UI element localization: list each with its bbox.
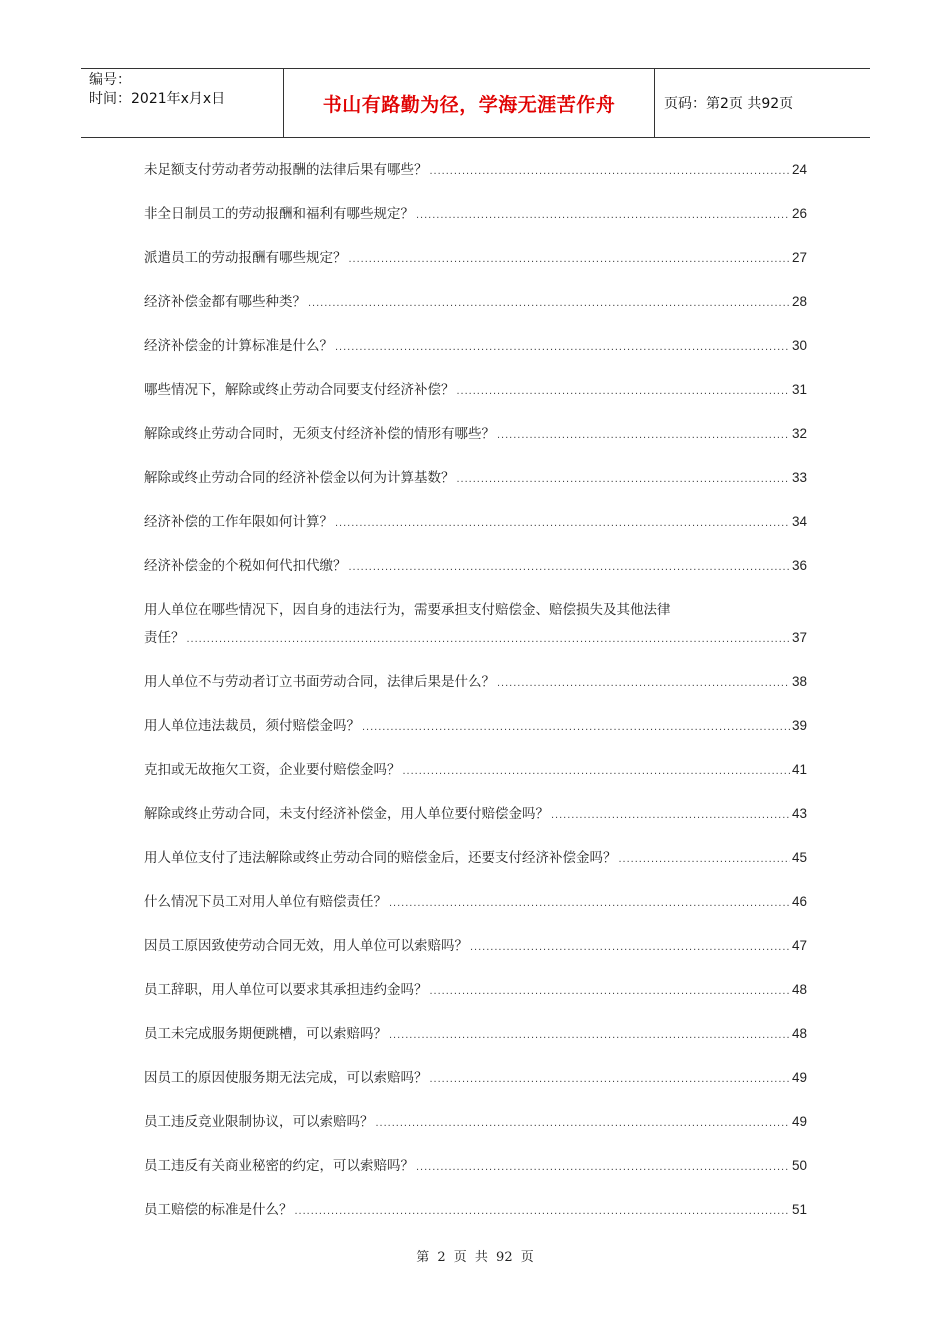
header-motto-cell <box>283 69 655 137</box>
toc-entry[interactable] <box>144 1021 807 1065</box>
dot-leader <box>389 1022 790 1048</box>
dot-leader <box>335 334 790 360</box>
toc-entry-page: 49 <box>791 1114 807 1129</box>
toc-entry[interactable] <box>144 553 807 597</box>
dot-leader <box>457 466 790 492</box>
toc-entry-page: 24 <box>791 162 807 177</box>
toc-entry-line2 <box>144 625 807 652</box>
toc-entry[interactable] <box>144 801 807 845</box>
toc-entry-page: 27 <box>791 250 807 265</box>
dot-leader <box>335 510 790 536</box>
dot-leader <box>497 422 790 448</box>
dot-leader <box>430 158 790 184</box>
toc-entry-page: 48 <box>791 982 807 997</box>
toc-entry-title: 用人单位违法裁员，须付赔偿金吗？ <box>144 718 360 734</box>
toc-entry-title: 用人单位支付了违法解除或终止劳动合同的赔偿金后，还要支付经济补偿金吗？ <box>144 850 617 866</box>
toc-entry[interactable] <box>144 421 807 465</box>
toc-entry-title: 非全日制员工的劳动报酬和福利有哪些规定？ <box>144 206 414 222</box>
toc-entry-title: 解除或终止劳动合同，未支付经济补偿金，用人单位要付赔偿金吗？ <box>144 806 549 822</box>
toc-entry-page: 50 <box>791 1158 807 1173</box>
toc-entry-page: 26 <box>791 206 807 221</box>
toc-entry-title: 经济补偿金的个税如何代扣代缴？ <box>144 558 347 574</box>
toc-entry-title: 解除或终止劳动合同时，无须支付经济补偿的情形有哪些？ <box>144 426 495 442</box>
toc-entry-title: 员工违反竞业限制协议，可以索赔吗？ <box>144 1114 374 1130</box>
toc-entry-title: 派遣员工的劳动报酬有哪些规定？ <box>144 250 347 266</box>
dot-leader <box>416 202 790 228</box>
toc-entry-title: 克扣或无故拖欠工资，企业要付赔偿金吗？ <box>144 762 401 778</box>
toc-entry[interactable] <box>144 377 807 421</box>
toc-entry-title: 用人单位在哪些情况下，因自身的违法行为，需要承担支付赔偿金、赔偿损失及其他法律 <box>144 602 671 618</box>
toc-entry[interactable] <box>144 1197 807 1241</box>
toc-entry[interactable] <box>144 245 807 289</box>
dot-leader <box>470 934 790 960</box>
toc-entry[interactable] <box>144 1153 807 1197</box>
toc-entry[interactable] <box>144 509 807 553</box>
dot-leader <box>376 1110 790 1136</box>
toc-entry-title: 员工违反有关商业秘密的约定，可以索赔吗？ <box>144 1158 414 1174</box>
toc-entry[interactable] <box>144 289 807 333</box>
toc-entry-page: 48 <box>791 1026 807 1041</box>
dot-leader <box>362 714 790 740</box>
toc-entry-page: 32 <box>791 426 807 441</box>
dot-leader <box>416 1154 790 1180</box>
dot-leader <box>619 846 790 872</box>
toc-entry[interactable] <box>144 977 807 1021</box>
table-of-contents <box>144 157 807 1241</box>
toc-entry[interactable] <box>144 845 807 889</box>
dot-leader <box>430 1066 790 1092</box>
header-left-cell <box>81 69 283 137</box>
toc-entry[interactable] <box>144 713 807 757</box>
dot-leader <box>403 758 790 784</box>
toc-entry-page: 47 <box>791 938 807 953</box>
toc-entry[interactable] <box>144 933 807 977</box>
toc-entry-page: 39 <box>791 718 807 733</box>
dot-leader <box>551 802 790 828</box>
toc-entry-title: 因员工原因致使劳动合同无效，用人单位可以索赔吗？ <box>144 938 468 954</box>
toc-entry[interactable] <box>144 757 807 801</box>
toc-entry-title: 员工辞职，用人单位可以要求其承担违约金吗？ <box>144 982 428 998</box>
page-info: 页码：第2页 共92页 <box>664 96 794 112</box>
toc-entry[interactable] <box>144 889 807 933</box>
toc-entry-page: 45 <box>791 850 807 865</box>
toc-entry-title: 员工赔偿的标准是什么？ <box>144 1202 293 1218</box>
toc-entry-title: 解除或终止劳动合同的经济补偿金以何为计算基数？ <box>144 470 455 486</box>
page-footer: 第 2 页 共 92 页 <box>416 1250 534 1265</box>
toc-entry-title: 因员工的原因使服务期无法完成，可以索赔吗？ <box>144 1070 428 1086</box>
toc-entry-page: 34 <box>791 514 807 529</box>
toc-entry-title: 未足额支付劳动者劳动报酬的法律后果有哪些？ <box>144 162 428 178</box>
toc-entry-title: 用人单位不与劳动者订立书面劳动合同，法律后果是什么？ <box>144 674 495 690</box>
dot-leader <box>389 890 790 916</box>
toc-entry-title: 经济补偿的工作年限如何计算？ <box>144 514 333 530</box>
toc-entry[interactable] <box>144 1065 807 1109</box>
toc-entry[interactable] <box>144 333 807 377</box>
toc-entry-title: 经济补偿金的计算标准是什么？ <box>144 338 333 354</box>
toc-entry-page: 38 <box>791 674 807 689</box>
number-label: 编号： <box>89 72 131 88</box>
toc-entry-page: 37 <box>791 630 807 645</box>
toc-entry-title: 经济补偿金都有哪些种类？ <box>144 294 306 310</box>
dot-leader <box>457 378 790 404</box>
toc-entry[interactable] <box>144 597 807 669</box>
toc-entry-page: 33 <box>791 470 807 485</box>
toc-entry-page: 31 <box>791 382 807 397</box>
dot-leader <box>308 290 790 316</box>
toc-entry[interactable] <box>144 201 807 245</box>
toc-entry[interactable] <box>144 1109 807 1153</box>
toc-entry-title-continued: 责任？ <box>144 630 185 646</box>
toc-entry-page: 30 <box>791 338 807 353</box>
document-header <box>81 68 870 138</box>
motto-text: 书山有路勤为径，学海无涯苦作舟 <box>322 93 616 116</box>
dot-leader <box>349 246 790 272</box>
header-page-cell <box>655 69 870 137</box>
toc-entry-page: 41 <box>791 762 807 777</box>
toc-entry[interactable] <box>144 157 807 201</box>
toc-entry-page: 36 <box>791 558 807 573</box>
toc-entry[interactable] <box>144 669 807 713</box>
dot-leader <box>497 670 790 696</box>
date-label: 时间：2021年x月x日 <box>89 91 226 107</box>
toc-entry-title: 哪些情况下，解除或终止劳动合同要支付经济补偿？ <box>144 382 455 398</box>
toc-entry-title: 什么情况下员工对用人单位有赔偿责任？ <box>144 894 387 910</box>
toc-entry[interactable] <box>144 465 807 509</box>
dot-leader <box>349 554 790 580</box>
dot-leader <box>430 978 790 1004</box>
dot-leader <box>295 1198 790 1224</box>
toc-entry-page: 46 <box>791 894 807 909</box>
toc-entry-page: 28 <box>791 294 807 309</box>
toc-entry-page: 51 <box>791 1202 807 1217</box>
dot-leader <box>187 626 790 652</box>
toc-entry-page: 43 <box>791 806 807 821</box>
toc-entry-title: 员工未完成服务期便跳槽，可以索赔吗？ <box>144 1026 387 1042</box>
toc-entry-page: 49 <box>791 1070 807 1085</box>
